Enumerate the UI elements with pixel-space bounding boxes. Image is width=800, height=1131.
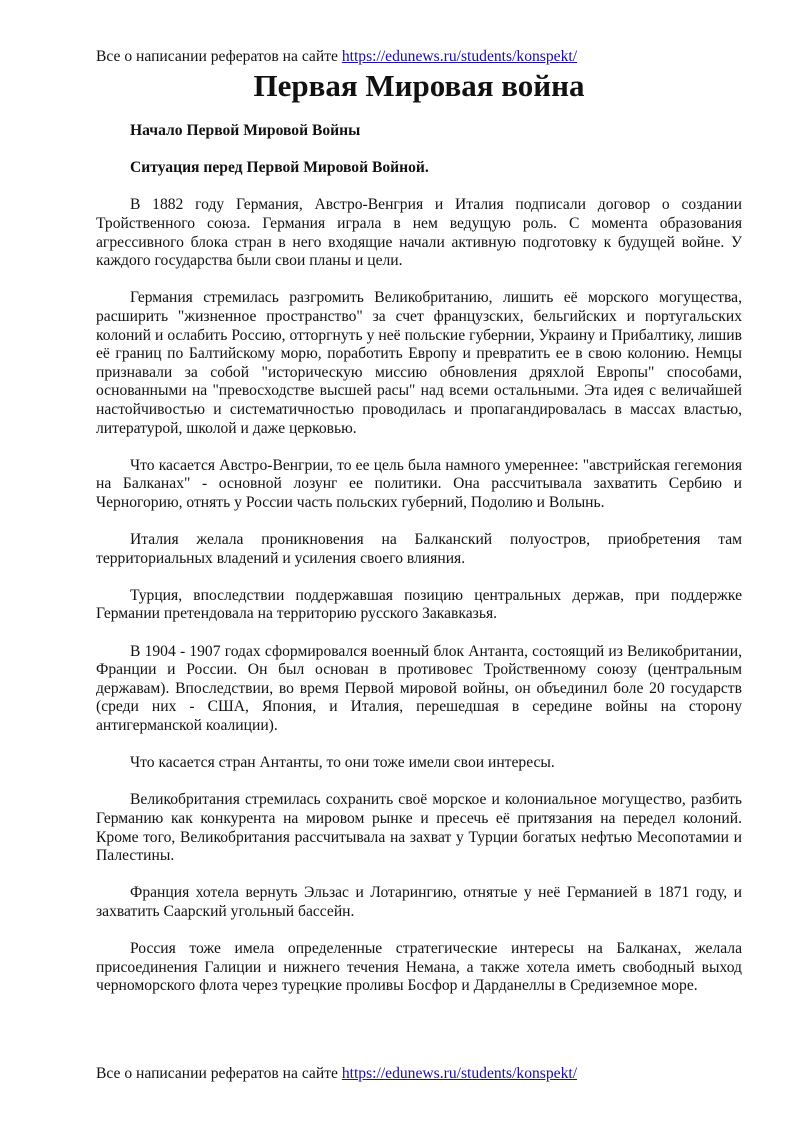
footer-link[interactable]: https://edunews.ru/students/konspekt/: [341, 1065, 578, 1082]
paragraph: Что касается стран Антанты, то они тоже имели свои интересы.: [130, 754, 555, 772]
paragraph: Франция хотела вернуть Эльзас и Лотарингию, отнятые у неё Германией в 1871 году, и захватить Саарский угольный бассейн.: [96, 884, 742, 920]
paragraph: Россия тоже имела определенные стратегические интересы на Балканах, желала присоединения Галиции и нижнего течения Немана, а также хотела иметь свободный выход черноморского флота через турецкие проливы Босфор и Дарданеллы в Средиземное море.: [96, 940, 742, 995]
paragraph: Германия стремилась разгромить Великобританию, лишить её морского могущества, расширить "жизненное пространство" за счет французских, бельгийских и португальских колоний и ослабить Россию, отторгнуть у неё польские губернии, Украину и Прибалтику, лишив её границ по Балтийскому морю, поработить Европу и превратить ее в свою колонию. Немцы признавали за собой "историческую миссию обновления дряхлой Европы" способами, основанными на "превосходстве высшей расы" над всеми остальными. Эта идея с величайшей настойчивостью и систематичностью проводилась и пропагандировалась в массах властью, литературой, школой и даже церковью.: [96, 289, 742, 437]
page-header: [96, 47, 577, 67]
footer-text: Все о написании рефератов на сайте: [96, 1065, 342, 1082]
paragraph: Турция, впоследствии поддержавшая позицию центральных держав, при поддержке Германии претендовала на территорию русского Закавказья.: [96, 586, 742, 623]
header-link[interactable]: https://edunews.ru/students/konspekt/: [341, 48, 578, 65]
subsection-heading: Ситуация перед Первой Мировой Войной.: [130, 159, 429, 177]
page-title: Первая Мировая война: [253, 68, 585, 103]
paragraph: Италия желала проникновения на Балканский полуостров, приобретения там территориальных владений и усиления своего влияния.: [96, 531, 742, 567]
page-footer: [96, 1064, 577, 1084]
paragraph: В 1904 - 1907 годах сформировался военный блок Антанта, состоящий из Великобритании, Франции и России. Он был основан в противовес Тройственному союзу (центральным державам). Впоследствии, во время Первой мировой войны, он объединил боле 20 государств (среди них - США, Япония, и Италия, перешедшая в середине войны на сторону антигерманской коалиции).: [96, 642, 742, 734]
section-heading: Начало Первой Мировой Войны: [130, 122, 361, 139]
paragraph: Что касается Австро-Венгрии, то ее цель была намного умереннее: "австрийская гегемония на Балканах" - основной лозунг ее политики. Она рассчитывала захватить Сербию и Черногорию, отнять у России часть польских губерний, Подолию и Волынь.: [96, 456, 742, 511]
document-body: [96, 122, 742, 1015]
paragraph: Великобритания стремилась сохранить своё морское и колониальное могущество, разбить Германию как конкурента на мировом рынке и пресечь её притязания на передел колоний. Кроме того, Великобритания рассчитывала на захват у Турции богатых нефтью Месопотамии и Палестины.: [96, 791, 742, 865]
header-text: Все о написании рефератов на сайте: [96, 48, 342, 65]
paragraph: В 1882 году Германия, Австро-Венгрия и Италия подписали договор о создании Тройственного союза. Германия играла в нем ведущую роль. С момента образования агрессивного блока стран в него входящие начали активную подготовку к будущей войне. У каждого государства были свои планы и цели.: [96, 196, 742, 270]
